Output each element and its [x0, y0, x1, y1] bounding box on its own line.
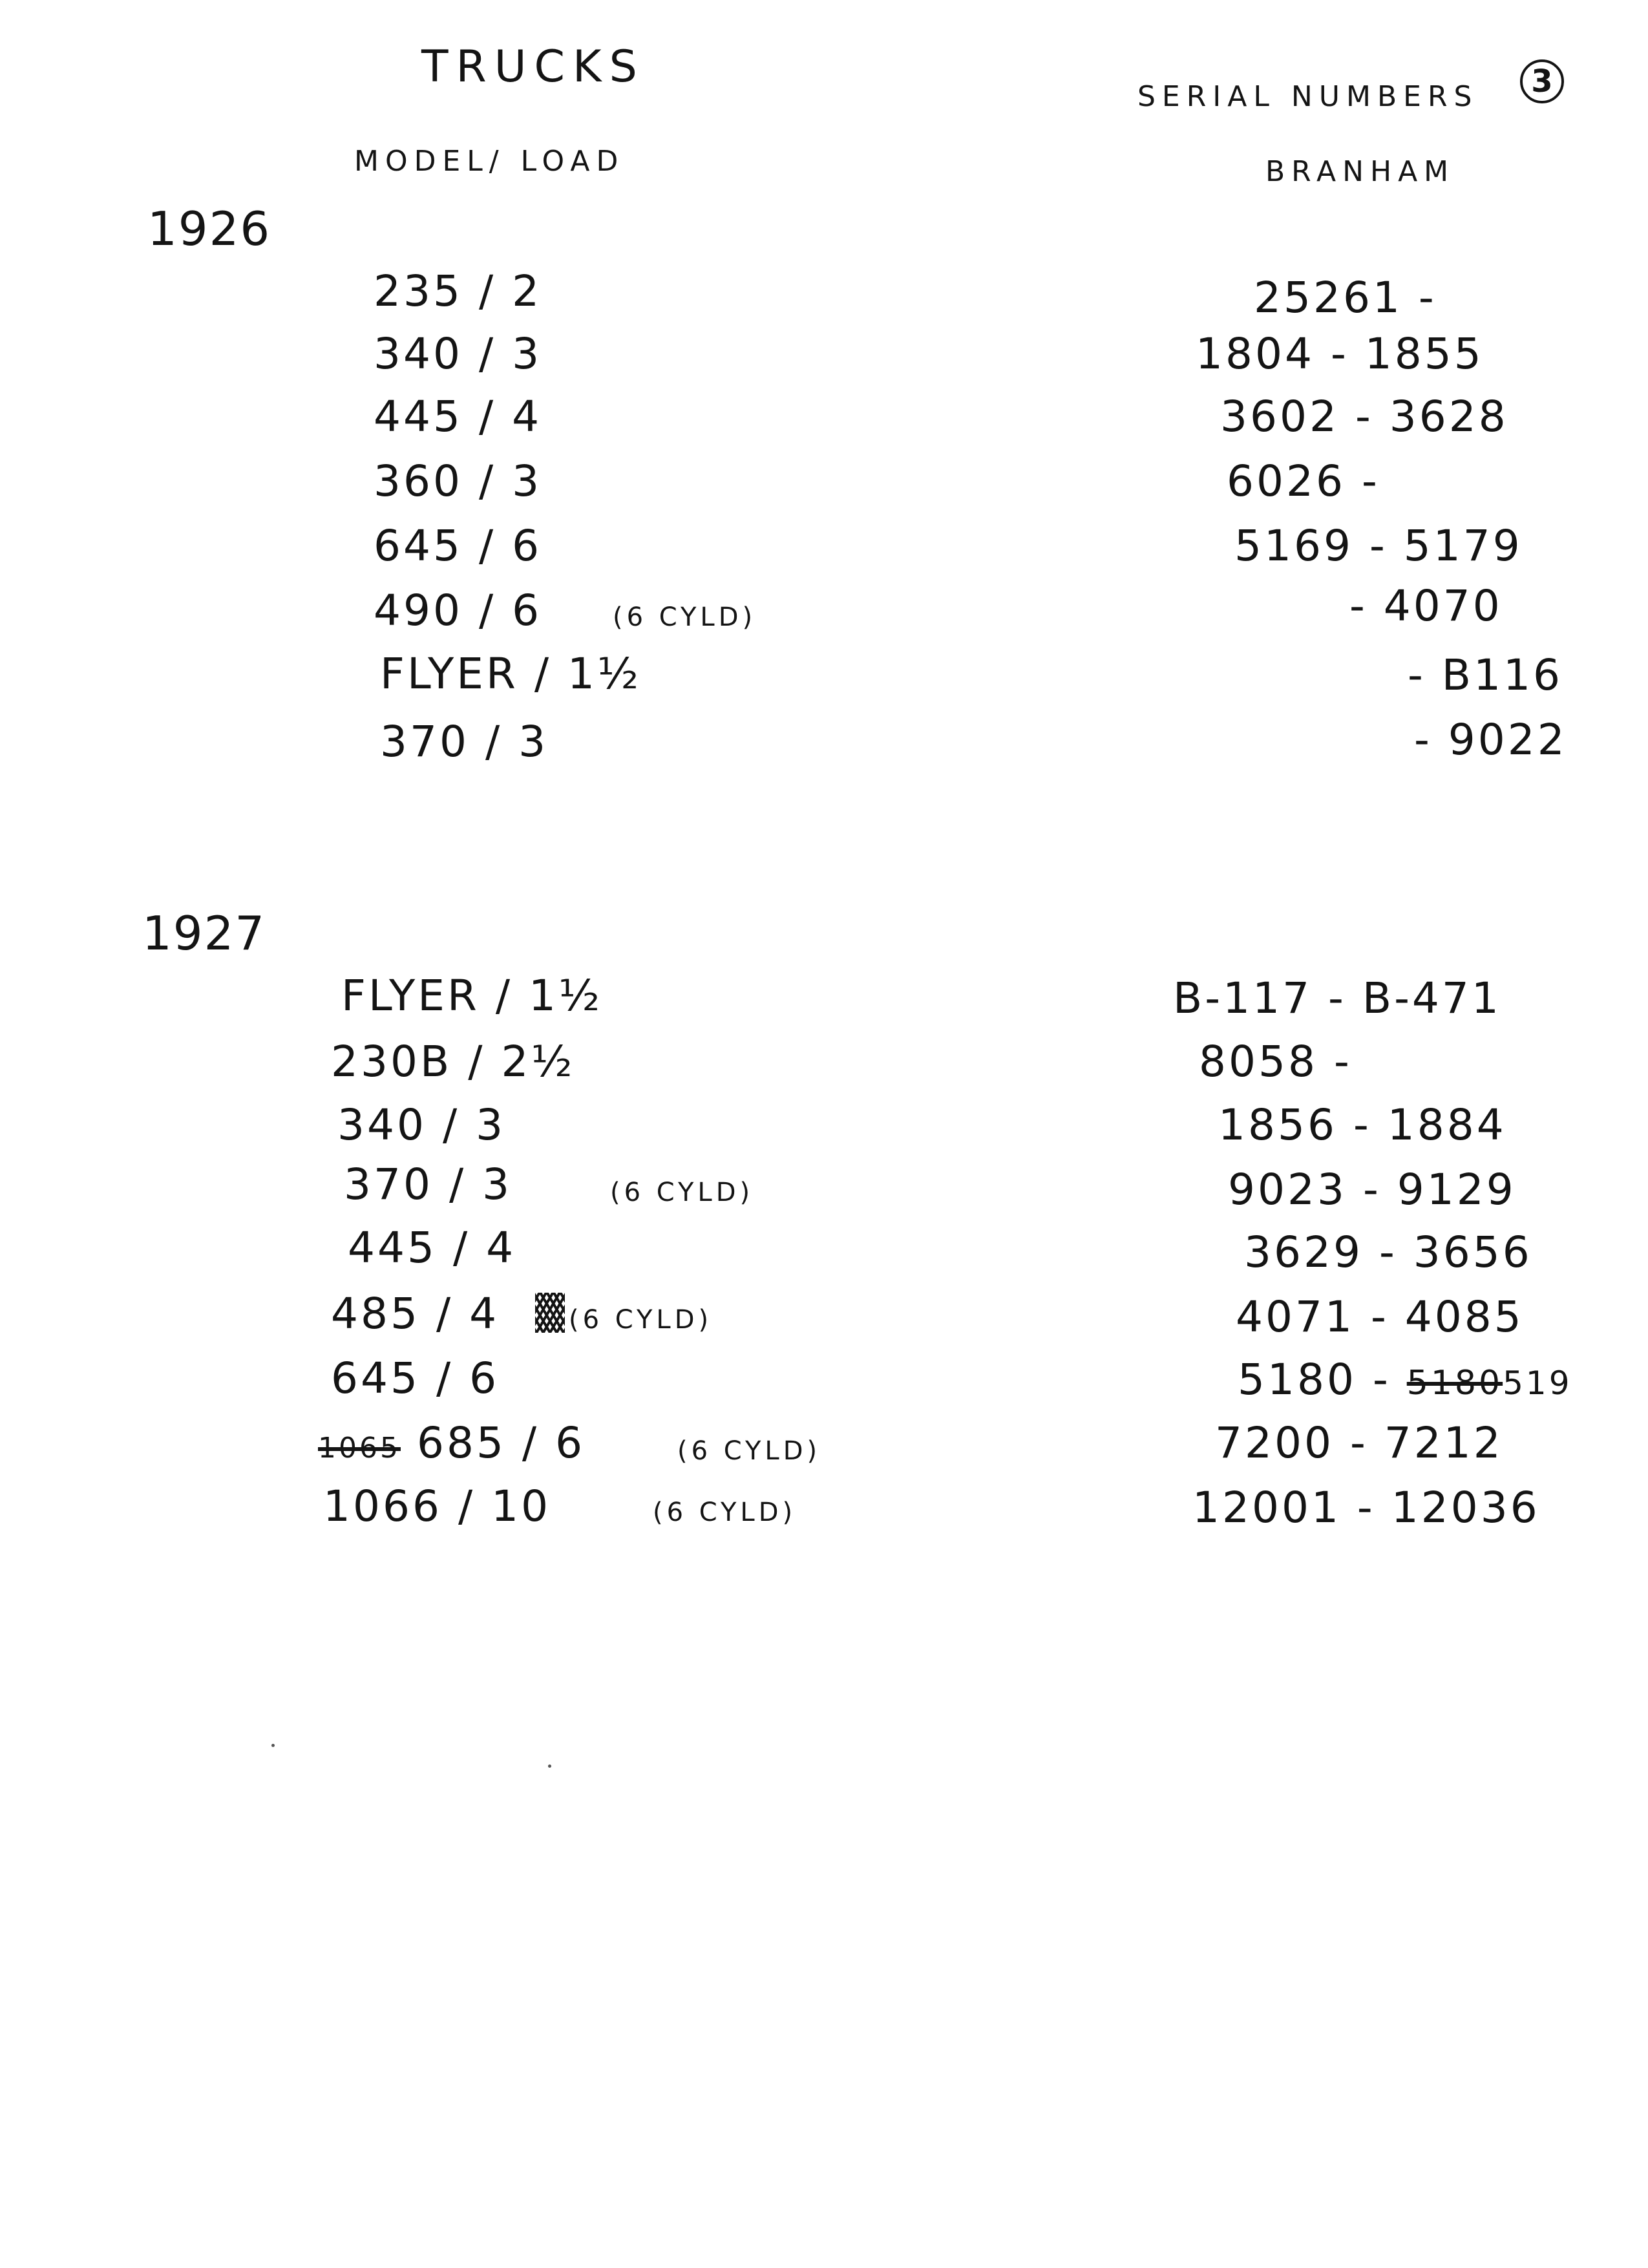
- serial-row-1926-8: - 9022: [1414, 715, 1567, 765]
- model-row-1926-5: 645 / 6: [374, 521, 542, 571]
- stray-mark: [548, 1765, 551, 1768]
- serial-numbers-heading: SERIAL NUMBERS: [1137, 80, 1479, 113]
- serial-row-1926-1: 25261 -: [1254, 273, 1437, 323]
- serial-row-1927-7-tail: 519: [1503, 1364, 1572, 1402]
- serial-row-1927-2: 8058 -: [1199, 1037, 1352, 1086]
- year-1927: 1927: [142, 906, 266, 960]
- struck-out-model: 1065: [318, 1432, 401, 1465]
- model-row-1926-2: 340 / 3: [374, 329, 542, 379]
- serial-row-1926-6: - 4070: [1349, 581, 1503, 631]
- model-row-1926-3: 445 / 4: [374, 392, 542, 441]
- struck-out-serial: 5180: [1406, 1364, 1503, 1403]
- serial-row-1927-5: 3629 - 3656: [1244, 1227, 1532, 1277]
- serial-row-1926-7: - B116: [1408, 650, 1563, 700]
- serial-row-1927-7-start: 5180 -: [1238, 1355, 1407, 1404]
- page-title: TRUCKS: [421, 41, 645, 92]
- serial-row-1926-4: 6026 -: [1227, 456, 1380, 506]
- serial-row-1927-7: [1238, 1355, 1572, 1404]
- note-row-1927-8: (6 CYLD): [677, 1436, 821, 1466]
- page-number: [1520, 59, 1564, 103]
- model-row-1927-5: 445 / 4: [348, 1223, 516, 1273]
- scribble-mark: [535, 1293, 565, 1333]
- model-row-1927-9: 1066 / 10: [323, 1481, 551, 1531]
- model-load-heading: MODEL/ LOAD: [354, 145, 625, 178]
- serial-row-1926-2: 1804 - 1855: [1196, 329, 1484, 379]
- serial-row-1927-6: 4071 - 4085: [1236, 1292, 1524, 1342]
- model-row-1926-6: 490 / 6: [374, 586, 542, 635]
- model-row-1927-1: FLYER / 1½: [341, 971, 602, 1021]
- model-row-1926-1: 235 / 2: [374, 266, 542, 316]
- serial-row-1927-4: 9023 - 9129: [1228, 1165, 1516, 1214]
- serial-row-1927-8: 7200 - 7212: [1215, 1418, 1503, 1468]
- serial-row-1927-1: B-117 - B-471: [1173, 973, 1501, 1023]
- year-1926: 1926: [147, 202, 271, 256]
- page-number-text: 3: [1531, 63, 1553, 100]
- model-row-1927-3: 340 / 3: [337, 1100, 506, 1150]
- model-row-1927-4: 370 / 3: [344, 1160, 512, 1209]
- note-row-1927-4: (6 CYLD): [610, 1178, 754, 1207]
- model-row-1926-8: 370 / 3: [380, 717, 549, 767]
- model-row-1927-6: 485 / 4: [331, 1289, 500, 1339]
- model-row-1927-8: [318, 1418, 586, 1468]
- stray-mark: [271, 1744, 275, 1747]
- branham-heading: BRANHAM: [1265, 155, 1455, 188]
- model-row-1927-2: 230B / 2½: [331, 1037, 575, 1086]
- note-row-1926-6: (6 CYLD): [613, 602, 757, 632]
- note-row-1927-6: (6 CYLD): [569, 1305, 713, 1335]
- serial-row-1927-9: 12001 - 12036: [1192, 1483, 1540, 1532]
- serial-row-1926-5: 5169 - 5179: [1234, 521, 1523, 571]
- model-row-1927-8-text: 685 / 6: [416, 1418, 586, 1468]
- serial-row-1927-3: 1856 - 1884: [1218, 1100, 1506, 1150]
- serial-row-1926-3: 3602 - 3628: [1220, 392, 1508, 441]
- model-row-1927-7: 645 / 6: [331, 1353, 500, 1403]
- note-row-1927-9: (6 CYLD): [653, 1498, 797, 1527]
- model-row-1926-7: FLYER / 1½: [380, 649, 641, 699]
- model-row-1926-4: 360 / 3: [374, 456, 542, 506]
